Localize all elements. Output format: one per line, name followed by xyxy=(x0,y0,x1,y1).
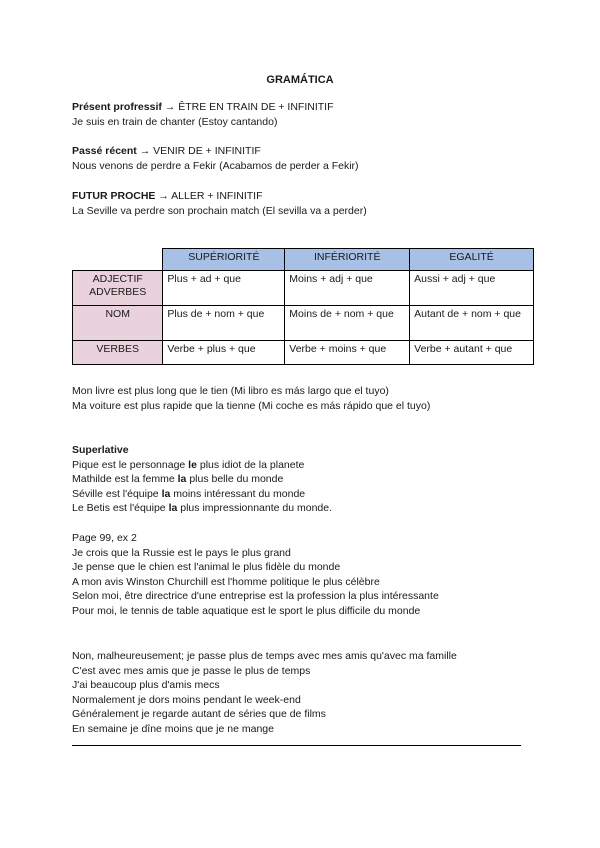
tense-name: FUTUR PROCHE xyxy=(72,190,156,202)
table-row xyxy=(73,271,534,306)
paragraph-line: Non, malheureusement; je passe plus de temps avec mes amis qu'avec ma famille xyxy=(72,650,457,662)
exercise-line: Selon moi, être directrice d'une entreprise est la profession la plus intéressante xyxy=(72,590,439,602)
tense-rule: → VENIR DE + INFINITIF xyxy=(139,145,261,157)
line-text: plus belle du monde xyxy=(186,473,284,485)
article: la xyxy=(161,487,171,500)
superlative-section xyxy=(72,443,542,516)
paragraph-line: Normalement je dors moins pendant le week-end xyxy=(72,693,301,706)
tense-example: Nous venons de perdre a Fekir (Acabamos de perder a Fekir) xyxy=(72,159,359,172)
table-cell: Plus de + nom + que xyxy=(163,306,285,341)
tense-rule: → ÊTRE EN TRAIN DE + INFINITIF xyxy=(164,101,334,113)
superlative-line xyxy=(72,458,542,473)
article: la xyxy=(177,473,187,485)
tense-rule: → ALLER + INFINITIF xyxy=(158,190,263,202)
exercise-line: A mon avis Winston Churchill est l'homme politique le plus célèbre xyxy=(72,575,380,588)
exercise-line: Je crois que la Russie est le pays le plus grand xyxy=(72,546,291,559)
line-text: plus impressionnante du monde. xyxy=(177,502,333,514)
paragraph-line: En semaine je dîne moins que je ne mange xyxy=(72,722,274,735)
paragraph-line: Généralement je regarde autant de séries que de films xyxy=(72,708,326,720)
table-cell: Moins + adj + que xyxy=(285,271,410,306)
tense-block-futur xyxy=(72,189,542,218)
table-row xyxy=(73,341,534,365)
table-corner xyxy=(73,249,163,271)
table-cell: Aussi + adj + que xyxy=(410,271,534,306)
superlative-heading: Superlative xyxy=(72,444,129,456)
header-egalite: EGALITÉ xyxy=(410,249,534,271)
example-line: Ma voiture est plus rapide que la tienne (Mi coche es más rápido que el tuyo) xyxy=(72,399,431,412)
line-text: Mathilde est la femme xyxy=(72,473,178,485)
article: le xyxy=(188,458,197,471)
tense-block-present xyxy=(72,100,542,129)
tense-name: Passé récent xyxy=(72,145,137,157)
exercise-ref: Page 99, ex 2 xyxy=(72,532,137,544)
superlative-line xyxy=(72,501,542,516)
page-title: GRAMÁTICA xyxy=(266,74,334,86)
table-cell: Verbe + plus + que xyxy=(163,341,285,365)
table-cell: Autant de + nom + que xyxy=(410,306,534,341)
paragraph-line: C'est avec mes amis que je passe le plus de temps xyxy=(72,664,311,677)
tense-name: Présent profressif xyxy=(72,101,162,113)
comparison-table xyxy=(72,248,534,365)
comparison-examples xyxy=(72,384,542,413)
article: la xyxy=(168,502,178,514)
tense-example: Je suis en train de chanter (Estoy cantando) xyxy=(72,115,278,128)
header-inferiorite: INFÉRIORITÉ xyxy=(285,249,410,271)
tense-example: La Seville va perdre son prochain match (El sevilla va a perder) xyxy=(72,204,367,217)
paragraph-line: J'ai beaucoup plus d'amis mecs xyxy=(72,679,220,691)
exercise-line: Je pense que le chien est l'animal le plus fidèle du monde xyxy=(72,561,341,573)
exercise-section xyxy=(72,531,542,618)
table-cell: Moins de + nom + que xyxy=(285,306,410,341)
line-text: moins intéressant du monde xyxy=(170,487,306,500)
line-text: Pique est le personnage xyxy=(72,458,189,471)
header-superiorite: SUPÉRIORITÉ xyxy=(163,249,285,271)
row-label-adjectif: ADJECTIF ADVERBES xyxy=(73,271,163,306)
paragraph-section xyxy=(72,649,542,736)
table-cell: Plus + ad + que xyxy=(163,271,285,306)
exercise-line: Pour moi, le tennis de table aquatique est le sport le plus difficile du monde xyxy=(72,604,421,617)
line-text: plus idiot de la planete xyxy=(196,458,305,471)
table-cell: Verbe + autant + que xyxy=(410,341,534,365)
table-row xyxy=(73,306,534,341)
line-text: Séville est l'équipe xyxy=(72,487,162,500)
superlative-line xyxy=(72,472,542,487)
row-label-nom: NOM xyxy=(73,306,163,341)
example-line: Mon livre est plus long que le tien (Mi libro es más largo que el tuyo) xyxy=(72,385,389,397)
tense-block-passe xyxy=(72,144,542,173)
table-cell: Verbe + moins + que xyxy=(285,341,410,365)
superlative-line xyxy=(72,487,542,502)
table-header-row xyxy=(73,249,534,271)
divider-line xyxy=(72,745,521,746)
row-label-verbes: VERBES xyxy=(73,341,163,365)
line-text: Le Betis est l'équipe xyxy=(72,502,169,514)
